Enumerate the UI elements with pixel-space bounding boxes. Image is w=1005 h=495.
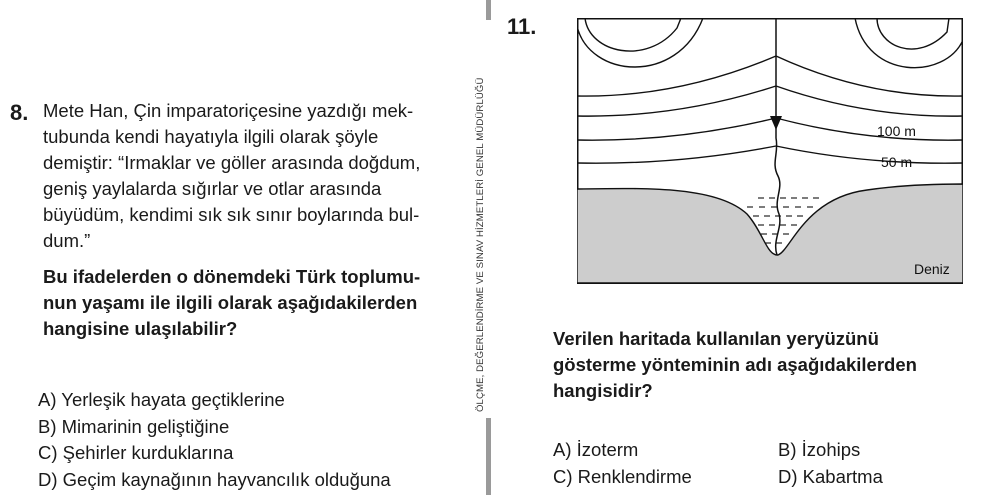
question-8-prompt: Bu ifadelerden o dönemdeki Türk toplumu- nun yaşamı ile ilgili olarak aşağıdakilerden hangisine ulaşılabilir? — [43, 266, 421, 339]
sea-label: Deniz — [914, 261, 950, 277]
question-8-options — [38, 387, 391, 493]
option-11-d[interactable]: D) Kabartma — [778, 465, 883, 487]
publisher-side-text: ÖLÇME, DEĞERLENDİRME VE SINAV HİZMETLERİ GENEL MÜDÜRLÜĞÜ — [475, 77, 486, 412]
contour-map — [577, 18, 963, 284]
question-8-number: 8. — [10, 100, 29, 125]
question-11-options — [553, 437, 993, 490]
option-11-b[interactable]: B) İzohips — [778, 439, 861, 460]
column-divider — [486, 0, 491, 495]
question-8 — [10, 98, 472, 342]
option-11-c[interactable]: C) Renklendirme — [553, 465, 692, 487]
question-11-number: 11. — [507, 14, 537, 39]
option-8-a[interactable]: A) Yerleşik hayata geçtiklerine — [38, 389, 285, 410]
question-8-stem: Mete Han, Çin imparatoriçesine yazdığı mek- tubunda kendi hayatıyla ilgili olarak şöyle demiştir: “Irmaklar ve göller arasında doğdum, geniş yaylalarda sığırlar ve otlar arasında büyüdüm, kendimi sık sık sınır boylarında bul- dum.” — [43, 100, 421, 251]
option-8-d[interactable]: D) Geçim kaynağının hayvancılık olduğuna — [38, 468, 391, 490]
question-11-prompt: Verilen haritada kullanılan yeryüzünü gösterme yönteminin adı aşağıdakilerden hangisidir? — [553, 328, 917, 401]
contour-label-50: 50 m — [881, 154, 913, 170]
option-8-b[interactable]: B) Mimarinin geliştiğine — [38, 415, 230, 437]
option-8-c[interactable]: C) Şehirler kurduklarına — [38, 442, 234, 463]
contour-label-100: 100 m — [877, 123, 916, 139]
option-11-a[interactable]: A) İzoterm — [553, 439, 639, 460]
